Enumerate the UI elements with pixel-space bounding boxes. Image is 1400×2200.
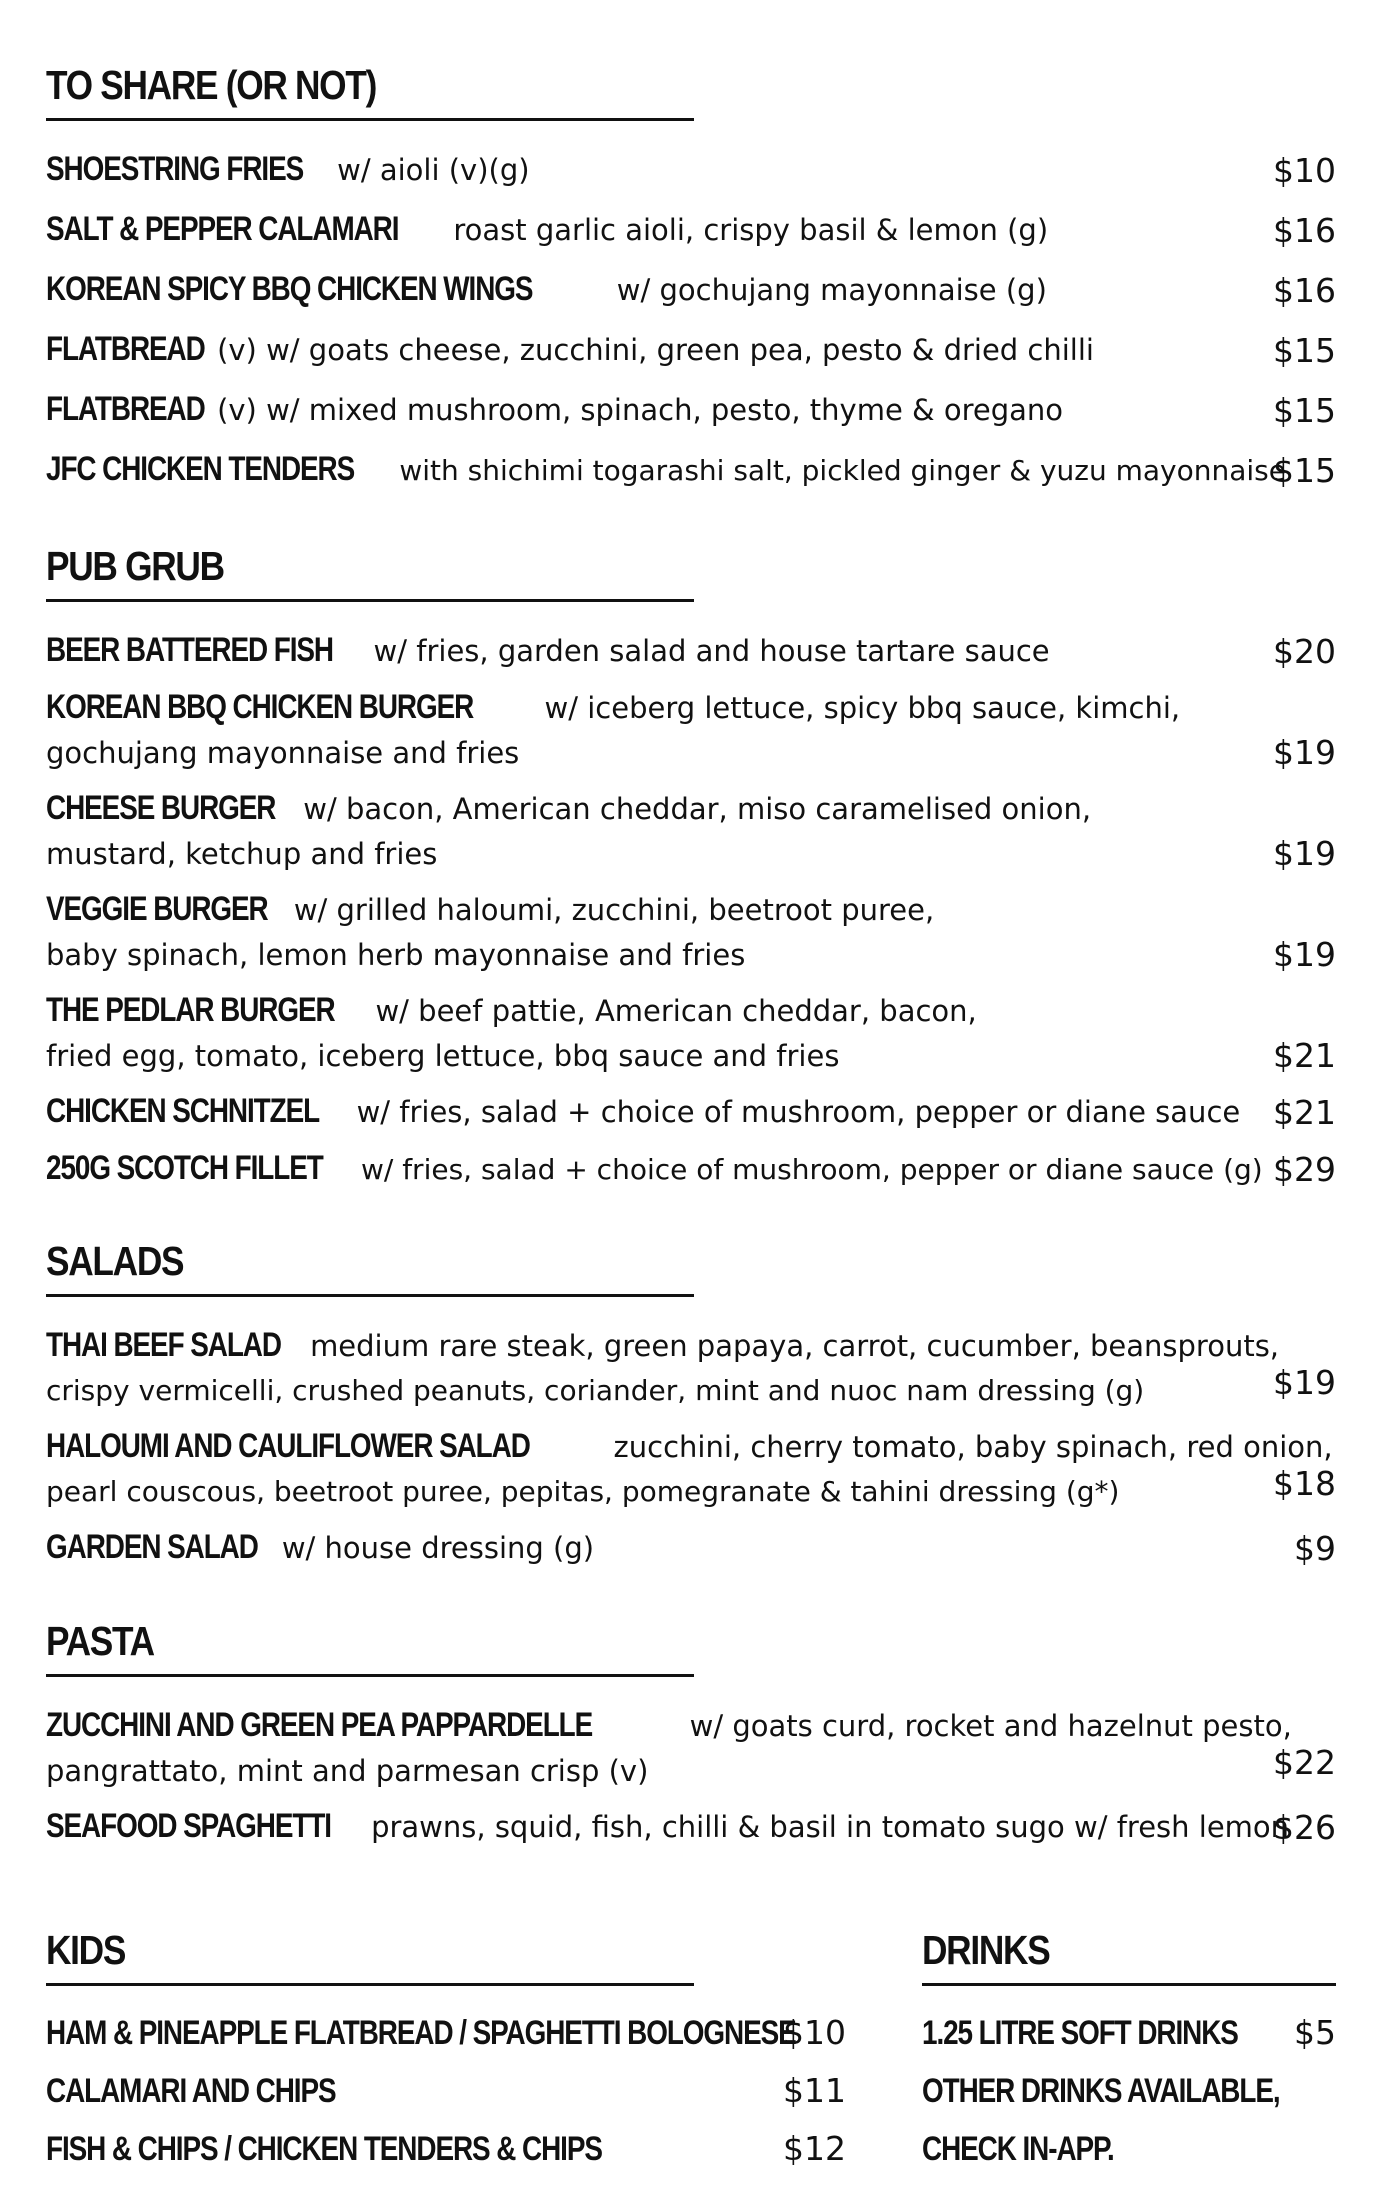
item-price: $15 — [1273, 451, 1336, 490]
section-to-share — [46, 60, 1336, 507]
item-price: $5 — [1294, 2013, 1336, 2052]
item-price: $10 — [1273, 151, 1336, 190]
item-name: CHEESE BURGER — [46, 789, 276, 827]
heading-rule — [46, 1983, 694, 1986]
item-description-continued: pangrattato, mint and parmesan crisp (v) — [46, 1754, 649, 1788]
menu-item — [46, 1703, 1336, 1793]
heading-rule — [46, 1294, 694, 1297]
item-name: ZUCCHINI AND GREEN PEA PAPPARDELLE — [46, 1706, 593, 1744]
menu-item — [46, 447, 1336, 493]
item-name: HALOUMI AND CAULIFLOWER SALAD — [46, 1427, 530, 1465]
item-name: SHOESTRING FRIES — [46, 150, 304, 188]
menu-item — [46, 1525, 1336, 1571]
item-price: $9 — [1294, 1529, 1336, 1568]
section-heading: SALADS — [46, 1238, 184, 1284]
menu-item — [922, 2004, 1336, 2062]
item-price: $22 — [1273, 1743, 1336, 1782]
section-heading: KIDS — [46, 1927, 126, 1973]
item-description: w/ aioli (v)(g) — [337, 153, 530, 187]
heading-rule — [46, 1674, 694, 1677]
item-price: $15 — [1273, 391, 1336, 430]
item-description-continued: crispy vermicelli, crushed peanuts, coriander, mint and nuoc nam dressing (g) — [46, 1374, 1145, 1407]
item-description: medium rare steak, green papaya, carrot, cucumber, beansprouts, — [310, 1329, 1280, 1363]
item-description: roast garlic aioli, crispy basil & lemon (g) — [453, 213, 1049, 247]
item-name: FISH & CHIPS / CHICKEN TENDERS & CHIPS — [46, 2130, 602, 2168]
drinks-note — [922, 2062, 1336, 2120]
item-price: $19 — [1273, 1363, 1336, 1402]
section-drinks — [922, 1925, 1336, 2178]
drinks-note — [922, 2120, 1336, 2178]
section-salads — [46, 1236, 1336, 1582]
item-price: $26 — [1273, 1808, 1336, 1847]
item-price: $12 — [783, 2129, 846, 2168]
menu-item — [46, 988, 1336, 1078]
heading-rule — [46, 118, 694, 121]
menu-item — [46, 1804, 1336, 1850]
item-name: CHICKEN SCHNITZEL — [46, 1092, 320, 1130]
item-price: $19 — [1273, 935, 1336, 974]
item-description-continued: baby spinach, lemon herb mayonnaise and fries — [46, 938, 746, 972]
menu-item — [46, 786, 1336, 876]
heading-rule — [46, 599, 694, 602]
menu-item — [46, 2120, 846, 2178]
item-name: GARDEN SALAD — [46, 1528, 258, 1566]
item-name: 1.25 LITRE SOFT DRINKS — [922, 2014, 1238, 2052]
item-description: w/ beef pattie, American cheddar, bacon, — [375, 994, 977, 1028]
item-name: FLATBREAD — [46, 330, 205, 368]
section-kids — [46, 1925, 846, 2178]
menu-item — [46, 685, 1336, 775]
item-price: $16 — [1273, 271, 1336, 310]
menu-item — [46, 887, 1336, 977]
menu-item — [46, 2004, 846, 2062]
item-price: $19 — [1273, 733, 1336, 772]
item-price: $10 — [783, 2013, 846, 2052]
item-price: $21 — [1273, 1036, 1336, 1075]
section-heading: TO SHARE (OR NOT) — [46, 62, 377, 108]
section-heading: PUB GRUB — [46, 543, 224, 589]
item-description: w/ goats curd, rocket and hazelnut pesto, — [689, 1709, 1292, 1743]
menu-item — [46, 1323, 1336, 1413]
item-description: zucchini, cherry tomato, baby spinach, red onion, — [613, 1430, 1333, 1464]
item-price: $20 — [1273, 632, 1336, 671]
menu-item — [46, 267, 1336, 313]
section-pasta — [46, 1616, 1336, 1861]
menu-item — [46, 1089, 1336, 1135]
menu-item — [46, 628, 1336, 674]
menu-item — [46, 1424, 1336, 1514]
item-description: w/ fries, garden salad and house tartare sauce — [373, 634, 1050, 668]
heading-rule — [922, 1983, 1336, 1986]
item-description: w/ iceberg lettuce, spicy bbq sauce, kimchi, — [544, 691, 1181, 725]
item-description: w/ bacon, American cheddar, miso caramelised onion, — [303, 792, 1092, 826]
item-description-continued: fried egg, tomato, iceberg lettuce, bbq sauce and fries — [46, 1039, 840, 1073]
menu-item — [46, 207, 1336, 253]
item-price: $18 — [1273, 1464, 1336, 1503]
menu-item — [46, 1146, 1336, 1192]
item-price: $11 — [783, 2071, 846, 2110]
item-name: CALAMARI AND CHIPS — [46, 2072, 336, 2110]
item-name: SEAFOOD SPAGHETTI — [46, 1807, 331, 1845]
menu-item — [46, 147, 1336, 193]
item-price: $16 — [1273, 211, 1336, 250]
item-description: w/ house dressing (g) — [281, 1531, 595, 1565]
item-description-continued: pearl couscous, beetroot puree, pepitas, pomegranate & tahini dressing (g*) — [46, 1475, 1120, 1508]
item-description: with shichimi togarashi salt, pickled ginger & yuzu mayonnaise — [399, 454, 1286, 487]
item-description: prawns, squid, fish, chilli & basil in tomato sugo w/ fresh lemon — [371, 1810, 1290, 1844]
menu-item — [46, 2062, 846, 2120]
item-name: VEGGIE BURGER — [46, 890, 268, 928]
section-heading: DRINKS — [922, 1927, 1050, 1973]
item-name: JFC CHICKEN TENDERS — [46, 450, 355, 488]
item-description: w/ gochujang mayonnaise (g) — [616, 273, 1047, 307]
drinks-note-line: CHECK IN-APP. — [922, 2130, 1114, 2168]
menu-item — [46, 387, 1336, 433]
item-description: w/ fries, salad + choice of mushroom, pepper or diane sauce (g) — [360, 1153, 1263, 1186]
item-name: THAI BEEF SALAD — [46, 1326, 281, 1364]
item-description: (v) w/ mixed mushroom, spinach, pesto, thyme & oregano — [217, 393, 1064, 427]
section-pub-grub — [46, 541, 1336, 1203]
item-price: $21 — [1273, 1093, 1336, 1132]
section-heading: PASTA — [46, 1618, 154, 1664]
item-price: $15 — [1273, 331, 1336, 370]
item-name: KOREAN BBQ CHICKEN BURGER — [46, 688, 474, 726]
item-description-continued: gochujang mayonnaise and fries — [46, 736, 520, 770]
item-description: (v) w/ goats cheese, zucchini, green pea, pesto & dried chilli — [217, 333, 1094, 367]
item-name: 250G SCOTCH FILLET — [46, 1149, 323, 1187]
item-description: w/ grilled haloumi, zucchini, beetroot puree, — [293, 893, 935, 927]
item-description: w/ fries, salad + choice of mushroom, pepper or diane sauce — [356, 1095, 1241, 1129]
item-description-continued: mustard, ketchup and fries — [46, 837, 438, 871]
item-name: BEER BATTERED FISH — [46, 631, 333, 669]
item-name: KOREAN SPICY BBQ CHICKEN WINGS — [46, 270, 533, 308]
drinks-note-line: OTHER DRINKS AVAILABLE, — [922, 2072, 1280, 2110]
item-name: FLATBREAD — [46, 390, 205, 428]
item-price: $19 — [1273, 834, 1336, 873]
item-name: HAM & PINEAPPLE FLATBREAD / SPAGHETTI BOLOGNESE — [46, 2014, 796, 2052]
item-name: THE PEDLAR BURGER — [46, 991, 335, 1029]
item-name: SALT & PEPPER CALAMARI — [46, 210, 399, 248]
item-price: $29 — [1273, 1150, 1336, 1189]
menu-item — [46, 327, 1336, 373]
